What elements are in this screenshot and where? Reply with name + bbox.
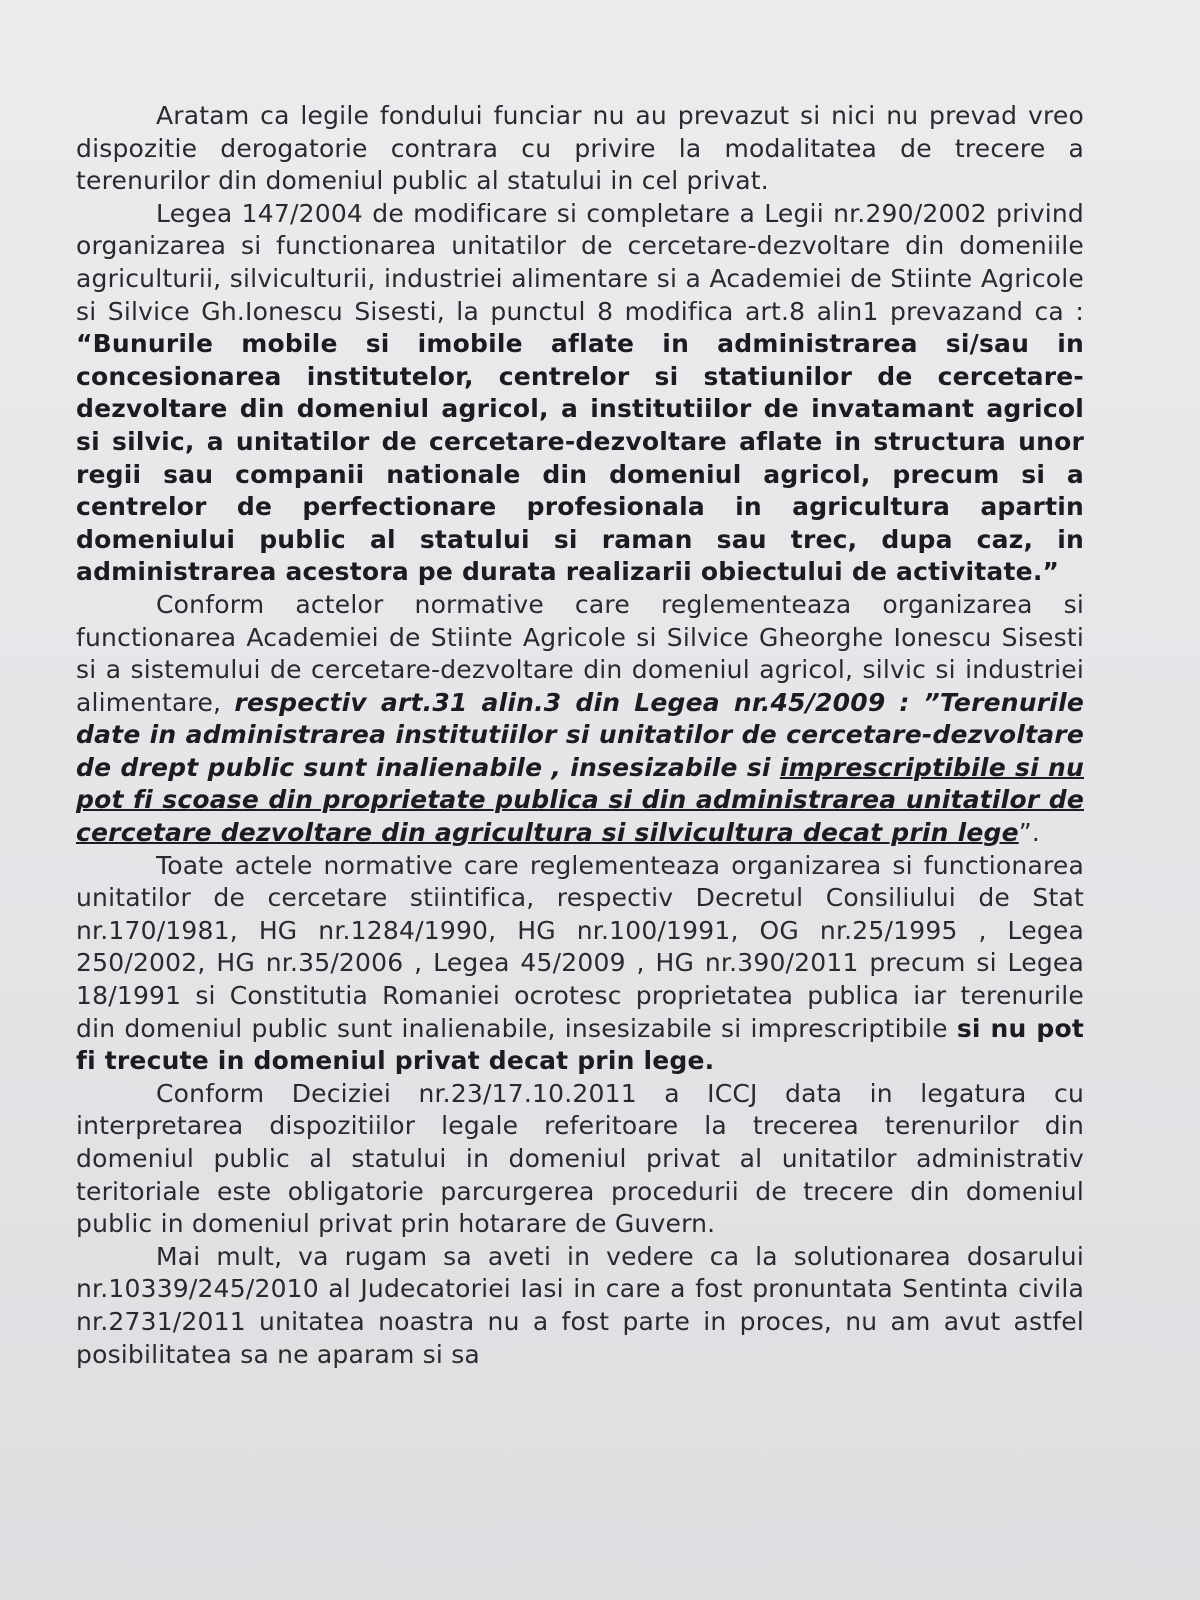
document-body bbox=[76, 100, 1084, 1371]
text-segment: Conform Deciziei nr.23/17.10.2011 a ICCJ data in legatura cu interpretarea dispozitiilor legale referitoare la trecerea terenurilor din domeniul public al statului in domeniul privat al unitatilor administrativ teritoriale este obligatorie parcurgerea procedurii de trecere din domeniul public in domeniul privat prin hotarare de Guvern. bbox=[76, 1078, 1084, 1239]
paragraph-legea-147-2004 bbox=[76, 198, 1084, 589]
text-segment: Legea 147/2004 de modificare si completare a Legii nr.290/2002 privind organizarea si functionarea unitatilor de cercetare-dezvoltare din domeniile agriculturii, silviculturii, industriei alimentare si a Academiei de Stiinte Agricole si Silvice Gh.Ionescu Sisesti, la punctul 8 modifica art.8 alin1 prevazand ca : bbox=[76, 198, 1084, 326]
text-segment: Aratam ca legile fondului funciar nu au prevazut si nici nu prevad vreo dispozitie derogatorie contrara cu privire la modalitatea de trecere a terenurilor din domeniul public al statului in cel privat. bbox=[76, 101, 1084, 196]
paragraph-mai-mult bbox=[76, 1241, 1084, 1371]
paragraph-conform-actelor bbox=[76, 589, 1084, 850]
bold-phrase: si nu pot fi trecute in domeniul privat decat prin lege. bbox=[76, 1013, 1084, 1076]
underlined-quote: imprescriptibile si nu pot fi scoase din proprietate publica si din administrarea unitatilor de cercetare dezvoltare din agricultura si silvicultura decat prin lege bbox=[76, 752, 1084, 848]
paragraph-fond-funciar bbox=[76, 100, 1084, 198]
paragraph-decizia-iccj bbox=[76, 1078, 1084, 1241]
bold-italic-quote: respectiv art.31 alin.3 din Legea nr.45/2009 : ”Terenurile date in administrarea institutiilor si unitatilor de cercetare-dezvoltare de drept public sunt inalienabile , insesizabile si bbox=[76, 687, 1084, 782]
text-segment: Toate actele normative care reglementeaza organizarea si functionarea unitatilor de cercetare stiintifica, respectiv Decretul Consiliului de Stat nr.170/1981, HG nr.1284/1990, HG nr.100/1991, OG nr.25/1995 , Legea 250/2002, HG nr.35/2006 , Legea 45/2009 , HG nr.390/2011 precum si Legea 18/1991 si Constitutia Romaniei ocrotesc proprietatea publica iar terenurile din domeniul public sunt inalienabile, insesizabile si imprescriptibile bbox=[76, 850, 1084, 1043]
text-segment: Conform actelor normative care reglementeaza organizarea si functionarea Academiei de Stiinte Agricole si Silvice Gheorghe Ionescu Sisesti si a sistemului de cercetare-dezvoltare din domeniul agricol, silvic si industriei alimentare, bbox=[76, 589, 1084, 717]
text-segment: Mai mult, va rugam sa aveti in vedere ca la solutionarea dosarului nr.10339/245/2010 al Judecatoriei Iasi in care a fost pronuntata Sentinta civila nr.2731/2011 unitatea noastra nu a fost parte in proces, nu am avut astfel posibilitatea sa ne aparam si sa bbox=[76, 1241, 1084, 1369]
bold-quote: “Bunurile mobile si imobile aflate in administrarea si/sau in concesionarea institutelor, centrelor si statiunilor de cercetare-dezvoltare din domeniul agricol, a institutiilor de invatamant agricol si silvic, a unitatilor de cercetare-dezvoltare aflate in structura unor regii sau companii nationale din domeniul agricol, precum si a centrelor de perfectionare profesionala in agricultura apartin domeniului public al statului si raman sau trec, dupa caz, in administrarea acestora pe durata realizarii obiectului de activitate.” bbox=[76, 329, 1084, 587]
paragraph-toate-actele bbox=[76, 850, 1084, 1078]
text-segment: ”. bbox=[1018, 818, 1041, 848]
